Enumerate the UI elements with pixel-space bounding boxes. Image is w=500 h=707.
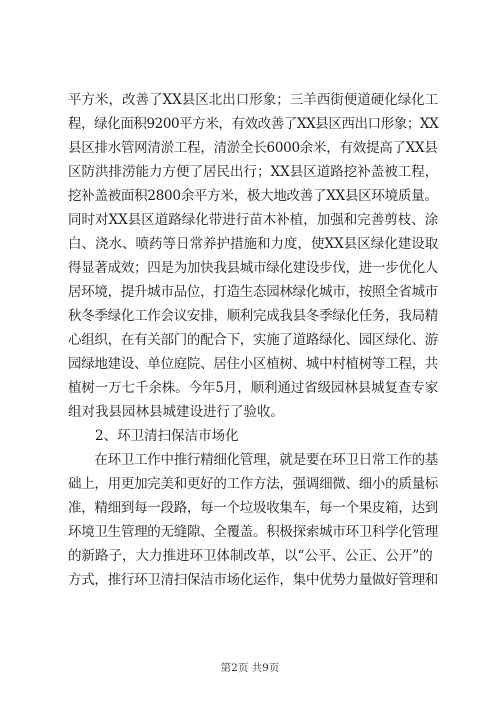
- text-line: 准，精细到每一段路，每一个垃圾收集车，每一个果皮箱，达到: [68, 500, 438, 516]
- text-line: 区防洪排涝能力方便了居民出行；XX县区道路挖补盖被工程，: [68, 164, 439, 180]
- text-line: 平方米，改善了XX县区北出口形象；三羊西街便道硬化绿化工: [68, 92, 439, 108]
- text-line: 同时对XX县区道路绿化带进行苗木补植，加强和完善剪枝、涂: [68, 212, 439, 228]
- text-line: 组对我县园林县城建设进行了验收。: [68, 404, 284, 420]
- text-line: 的新路子，大力推进环卫体制改革，以“公平、公正、公开”的: [68, 548, 433, 564]
- text-line: 方式，推行环卫清扫保洁市场化运作，集中优势力量做好管理和: [68, 572, 438, 588]
- text-line: 园绿地建设、单位庭院、居住小区植树、城中村植树等工程，共: [68, 356, 438, 372]
- text-line: 程，绿化面积9200平方米，有效改善了XX县区西出口形象；XX: [68, 116, 439, 132]
- text-line: 心组织，在有关部门的配合下，实施了道路绿化、园区绿化、游: [68, 332, 438, 348]
- text-line: 居环境，提升城市品位，打造生态园林绿化城市，按照全省城市: [68, 284, 438, 300]
- text-line: 挖补盖被面积2800余平方米，极大地改善了XX县区环境质量。: [68, 188, 438, 204]
- body-text: [68, 88, 438, 592]
- text-line: 得显著成效；四是为加快我县城市绿化建设步伐，进一步优化人: [68, 260, 438, 276]
- text-line: 环境卫生管理的无缝隙、全覆盖。积极探索城市环卫科学化管理: [68, 524, 438, 540]
- text-line: 白、浇水、喷药等日常养护措施和力度，使XX县区绿化建设取: [68, 236, 439, 252]
- text-line: 础上，用更加完美和更好的工作方法，强调细微、细小的质量标: [68, 476, 438, 492]
- text-line: 2、环卫清扫保洁市场化: [68, 428, 239, 444]
- text-line: 秋冬季绿化工作会议安排，顺利完成我县冬季绿化任务，我局精: [68, 308, 438, 324]
- text-line: 植树一万七千余株。今年5月，顺利通过省级园林县城复查专家: [68, 380, 439, 396]
- page-footer: 第2页 共9页: [220, 662, 280, 674]
- text-line: 在环卫工作中推行精细化管理，就是要在环卫日常工作的基: [68, 452, 438, 468]
- text-line: 县区排水管网清淤工程，清淤全长6000余米，有效提高了XX县: [68, 140, 438, 156]
